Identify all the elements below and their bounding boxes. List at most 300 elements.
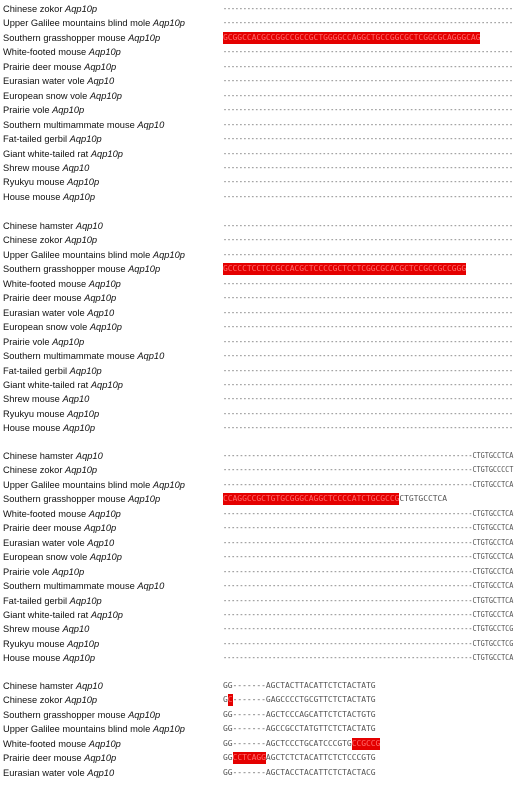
sequence-segment: AGCTCTCTACATTCTCTCCCGTG [265, 753, 376, 763]
sequence-track [223, 248, 513, 262]
sequence-track [223, 421, 513, 435]
species-name: Shrew mouse [3, 162, 60, 173]
species-label [3, 722, 185, 736]
alignment-row [0, 392, 516, 406]
highlighted-insertion: CCAGGCCGCTGTGCGGGCAGGCTCCCCATCTGCGCCG [223, 494, 400, 504]
sequence-segment: ------------------------------------------------------------------------- [223, 18, 513, 28]
alignment-row [0, 277, 516, 291]
species-label [3, 132, 102, 146]
gene-name: Aqp10p [67, 638, 100, 649]
sequence-track [223, 31, 480, 45]
sequence-segment: ------------------------------------------------------------------------- [223, 235, 513, 245]
sequence-track [223, 679, 376, 693]
sequence-segment: ------------------------------------------------------------------------- [223, 148, 513, 158]
species-name: Upper Galilee mountains blind mole [3, 479, 151, 490]
sequence-track [223, 550, 513, 564]
species-label [3, 521, 116, 535]
gene-name: Aqp10p [65, 4, 98, 14]
species-name: Chinese hamster [3, 451, 74, 461]
sequence-segment: ------------------------------------------------------------------------- [223, 322, 513, 332]
sequence-segment: -------------------------------------------------------------CTGTGCCTCA [223, 523, 514, 533]
sequence-track [223, 579, 513, 593]
sequence-track [223, 708, 376, 722]
alignment-row [0, 622, 516, 636]
sequence-track [223, 175, 513, 189]
alignment-row [0, 291, 516, 305]
sequence-track [223, 449, 513, 463]
species-name: Fat-tailed gerbil [3, 595, 68, 606]
sequence-track [223, 190, 513, 204]
alignment-row [0, 31, 516, 45]
sequence-track [223, 74, 513, 88]
species-name: Chinese hamster [3, 221, 74, 231]
species-label [3, 637, 99, 651]
species-label [3, 147, 123, 161]
sequence-segment: -------------------------------------------------------------CTGTGCTTCA [223, 595, 514, 605]
gene-name: Aqp10p [65, 465, 98, 476]
gene-name: Aqp10p [69, 595, 102, 606]
gene-name: Aqp10p [69, 134, 102, 145]
gene-name: Aqp10p [128, 32, 161, 43]
sequence-segment: ------------------------------------------------------------------------- [223, 365, 513, 375]
species-label [3, 190, 95, 204]
sequence-track [223, 407, 513, 421]
sequence-segment: ------------------------------------------------------------------------- [223, 351, 513, 361]
sequence-track [223, 507, 513, 521]
alignment-row [0, 364, 516, 378]
alignment-row [0, 579, 516, 593]
species-label [3, 550, 122, 564]
alignment-row [0, 132, 516, 146]
species-name: Giant white-tailed rat [3, 609, 89, 620]
alignment-row [0, 536, 516, 550]
species-name: Prairie vole [3, 566, 50, 577]
species-label [3, 45, 121, 59]
sequence-track [223, 132, 513, 146]
sequence-track [223, 737, 380, 751]
gene-name: Aqp10p [69, 365, 102, 376]
species-name: Eurasian water vole [3, 76, 85, 87]
sequence-track [223, 766, 376, 780]
alignment-row [0, 478, 516, 492]
species-name: Chinese hamster [3, 681, 74, 691]
gene-name: Aqp10p [90, 609, 123, 620]
gene-name: Aqp10p [52, 566, 85, 577]
sequence-segment: ------------------------------------------------------------------------- [223, 423, 513, 433]
sequence-track [223, 478, 513, 492]
species-label [3, 306, 114, 320]
alignment-row [0, 320, 516, 334]
sequence-track [223, 521, 513, 535]
species-label [3, 2, 97, 16]
species-name: White-footed mouse [3, 508, 87, 519]
alignment-row [0, 349, 516, 363]
species-name: Shrew mouse [3, 394, 60, 405]
sequence-track [223, 103, 513, 117]
species-label [3, 60, 116, 74]
gene-name: Aqp10p [88, 278, 121, 289]
alignment-row [0, 521, 516, 535]
sequence-segment: GG-------AGCTACTTACATTCTCTACTATG [223, 681, 376, 690]
sequence-track [223, 651, 513, 665]
sequence-segment: GG [223, 753, 233, 763]
gene-name: Aqp10p [88, 738, 121, 749]
species-label [3, 751, 116, 765]
species-name: Giant white-tailed rat [3, 148, 89, 159]
alignment-row [0, 190, 516, 204]
species-name: Upper Galilee mountains blind mole [3, 18, 151, 29]
species-name: Eurasian water vole [3, 307, 85, 318]
species-label [3, 262, 160, 276]
species-label [3, 679, 103, 693]
species-label [3, 291, 116, 305]
gene-name: Aqp10 [62, 394, 90, 405]
species-name: Chinese zokor [3, 235, 63, 246]
alignment-row [0, 565, 516, 579]
species-label [3, 364, 102, 378]
alignment-row [0, 74, 516, 88]
sequence-segment: -------------------------------------------------------------CTGTGCCTCG [223, 624, 514, 634]
species-name: Southern multimammate mouse [3, 351, 135, 362]
gene-name: Aqp10 [62, 624, 90, 635]
alignment-row [0, 233, 516, 247]
species-name: Ryukyu mouse [3, 177, 65, 188]
gene-name: Aqp10p [128, 494, 161, 505]
gene-name: Aqp10 [87, 537, 115, 548]
alignment-row [0, 751, 516, 765]
species-name: European snow vole [3, 322, 88, 333]
sequence-segment: ------------------------------------------------------------------------- [223, 249, 513, 259]
species-label [3, 31, 160, 45]
gene-name: Aqp10 [87, 76, 115, 87]
alignment-row [0, 60, 516, 74]
sequence-segment: -------------------------------------------------------------CTGTGCCTCA [223, 508, 514, 518]
sequence-segment: ------------------------------------------------------------------------- [223, 76, 513, 86]
sequence-track [223, 161, 513, 175]
sequence-track [223, 233, 513, 247]
sequence-segment: GG-------AGCTCCCTGCATCCCGTG [223, 738, 352, 748]
species-name: Prairie vole [3, 105, 50, 116]
sequence-track [223, 89, 513, 103]
sequence-segment: ------------------------------------------------------------------------- [223, 307, 513, 317]
alignment-row [0, 679, 516, 693]
gene-name: Aqp10 [62, 162, 90, 173]
species-label [3, 766, 114, 780]
alignment-row [0, 608, 516, 622]
species-name: Chinese zokor [3, 4, 63, 14]
species-name: Southern multimammate mouse [3, 119, 135, 130]
sequence-track [223, 219, 513, 233]
alignment-row [0, 89, 516, 103]
sequence-track [223, 45, 513, 59]
gene-name: Aqp10p [90, 379, 123, 390]
highlighted-insertion: CCTCAGG [232, 753, 266, 763]
species-label [3, 608, 123, 622]
alignment-row [0, 147, 516, 161]
alignment-row [0, 335, 516, 349]
alignment-row [0, 219, 516, 233]
sequence-track [223, 335, 513, 349]
alignment-row [0, 45, 516, 59]
sequence-segment: ------------------------------------------------------------------------- [223, 394, 513, 404]
species-label [3, 478, 185, 492]
sequence-track [223, 262, 466, 276]
highlighted-insertion: GCCCCTCCTCCGCCACGCTCCCCGCTCCTCGGCGCACGCTCCGCCGCCGGG [223, 264, 467, 274]
gene-name: Aqp10p [84, 523, 117, 534]
gene-name: Aqp10p [152, 18, 185, 29]
species-name: White-footed mouse [3, 278, 87, 289]
alignment-row [0, 407, 516, 421]
sequence-track [223, 536, 513, 550]
gene-name: Aqp10p [128, 709, 161, 720]
species-name: Giant white-tailed rat [3, 379, 89, 390]
alignment-row [0, 708, 516, 722]
sequence-segment: ------------------------------------------------------------------------- [223, 47, 513, 57]
species-name: Chinese zokor [3, 465, 63, 476]
species-label [3, 103, 84, 117]
sequence-segment: -------------------------------------------------------------CTGTGCCTCG [223, 638, 514, 648]
gene-name: Aqp10p [84, 293, 117, 304]
species-name: House mouse [3, 191, 61, 202]
gene-name: Aqp10p [152, 724, 185, 735]
species-name: Southern grasshopper mouse [3, 709, 126, 720]
species-label [3, 693, 97, 707]
highlighted-insertion: C [227, 695, 233, 705]
species-label [3, 277, 121, 291]
species-name: Prairie deer mouse [3, 523, 82, 534]
species-name: Fat-tailed gerbil [3, 134, 68, 145]
species-name: Prairie vole [3, 336, 50, 347]
sequence-segment: -------------------------------------------------------------CTGTGCCCCT [223, 465, 514, 475]
species-label [3, 175, 99, 189]
species-label [3, 737, 121, 751]
highlighted-insertion: CCGCCG [351, 738, 381, 748]
gene-name: Aqp10p [67, 408, 100, 419]
species-label [3, 421, 95, 435]
species-name: Upper Galilee mountains blind mole [3, 724, 151, 735]
highlighted-insertion: GCGGCCACGCCGGCCGCCGCTGGGGCCAGGCTGCCGGCGCTCGGCGCAGGGCAG [223, 32, 481, 42]
species-name: House mouse [3, 423, 61, 434]
gene-name: Aqp10 [87, 767, 115, 778]
gene-name: Aqp10 [137, 581, 165, 592]
species-name: Prairie deer mouse [3, 61, 82, 72]
alignment-row [0, 722, 516, 736]
sequence-segment: ------------------------------------------------------------------------- [223, 293, 513, 303]
sequence-track [223, 16, 513, 30]
species-label [3, 349, 164, 363]
species-label [3, 335, 84, 349]
alignment-row [0, 421, 516, 435]
species-label [3, 449, 103, 463]
gene-name: Aqp10p [84, 753, 117, 764]
gene-name: Aqp10p [65, 235, 98, 246]
sequence-track [223, 622, 513, 636]
species-name: Ryukyu mouse [3, 408, 65, 419]
alignment-row [0, 449, 516, 463]
gene-name: Aqp10 [137, 351, 165, 362]
alignment-row [0, 737, 516, 751]
gene-name: Aqp10p [88, 47, 121, 58]
sequence-track [223, 751, 376, 765]
sequence-track [223, 320, 513, 334]
alignment-row [0, 507, 516, 521]
gene-name: Aqp10p [90, 148, 123, 159]
alignment-row [0, 651, 516, 665]
species-label [3, 565, 84, 579]
species-label [3, 74, 114, 88]
sequence-segment: -------------------------------------------------------------CTGTGCCTCA [223, 537, 514, 547]
species-label [3, 463, 97, 477]
gene-name: Aqp10 [75, 451, 103, 461]
species-name: European snow vole [3, 90, 88, 101]
alignment-row [0, 492, 516, 506]
alignment-row [0, 637, 516, 651]
species-label [3, 594, 102, 608]
species-name: Fat-tailed gerbil [3, 365, 68, 376]
sequence-track [223, 306, 513, 320]
sequence-track [223, 364, 513, 378]
alignment-row [0, 378, 516, 392]
sequence-segment: ------------------------------------------------------------------------- [223, 162, 513, 172]
species-label [3, 708, 160, 722]
species-name: Prairie deer mouse [3, 753, 82, 764]
species-label [3, 407, 99, 421]
species-name: Prairie deer mouse [3, 293, 82, 304]
sequence-track [223, 147, 513, 161]
sequence-track [223, 60, 513, 74]
gene-name: Aqp10p [152, 479, 185, 490]
sequence-segment: GG-------AGCCGCCTATGTTCTCTACTATG [223, 724, 376, 734]
species-label [3, 507, 121, 521]
alignment-row [0, 16, 516, 30]
species-label [3, 622, 89, 636]
sequence-segment: -------------------------------------------------------------CTGTGCCTCA [223, 609, 514, 619]
species-name: Eurasian water vole [3, 537, 85, 548]
species-name: House mouse [3, 653, 61, 664]
sequence-segment: -------------------------------------------------------------CTGTGCCTCA [223, 451, 514, 460]
sequence-segment: ------------------------------------------------------------------------- [223, 336, 513, 346]
species-name: Chinese zokor [3, 695, 63, 706]
sequence-track [223, 608, 513, 622]
gene-name: Aqp10p [88, 508, 121, 519]
gene-name: Aqp10p [84, 61, 117, 72]
species-name: Eurasian water vole [3, 767, 85, 778]
gene-name: Aqp10 [75, 681, 103, 691]
species-label [3, 651, 95, 665]
sequence-track [223, 392, 513, 406]
species-name: Southern grasshopper mouse [3, 264, 126, 275]
species-label [3, 118, 164, 132]
species-label [3, 378, 123, 392]
sequence-segment: -------GAGCCCCTGCGTTCTCTACTATG [232, 695, 376, 705]
gene-name: Aqp10p [67, 177, 100, 188]
species-label [3, 536, 114, 550]
alignment-row [0, 161, 516, 175]
sequence-segment: ------------------------------------------------------------------------- [223, 177, 513, 187]
sequence-segment: -------------------------------------------------------------CTGTGCCTCA [223, 552, 514, 562]
sequence-segment: ------------------------------------------------------------------------- [223, 119, 513, 129]
sequence-segment: ------------------------------------------------------------------------- [223, 379, 513, 389]
species-name: Ryukyu mouse [3, 638, 65, 649]
sequence-segment: ------------------------------------------------------------------------- [223, 221, 513, 230]
alignment-row [0, 262, 516, 276]
sequence-segment: ------------------------------------------------------------------------- [223, 90, 513, 100]
sequence-track [223, 349, 513, 363]
sequence-track [223, 637, 513, 651]
sequence-segment: ------------------------------------------------------------------------- [223, 105, 513, 115]
sequence-track [223, 291, 513, 305]
species-label [3, 392, 89, 406]
sequence-segment: -------------------------------------------------------------CTGTGCCTCA [223, 566, 514, 576]
alignment-row [0, 248, 516, 262]
sequence-segment: ------------------------------------------------------------------------- [223, 61, 513, 71]
species-label [3, 16, 185, 30]
species-label [3, 233, 97, 247]
gene-name: Aqp10 [137, 119, 165, 130]
species-label [3, 161, 89, 175]
sequence-segment: ------------------------------------------------------------------------- [223, 191, 513, 201]
gene-name: Aqp10p [65, 695, 98, 706]
sequence-segment: ------------------------------------------------------------------------- [223, 278, 513, 288]
sequence-track [223, 277, 513, 291]
species-label [3, 89, 122, 103]
species-name: Upper Galilee mountains blind mole [3, 249, 151, 260]
species-label [3, 492, 160, 506]
gene-name: Aqp10p [62, 423, 96, 434]
species-name: European snow vole [3, 552, 88, 563]
sequence-track [223, 722, 376, 736]
sequence-track [223, 378, 513, 392]
species-label [3, 320, 122, 334]
gene-name: Aqp10p [89, 90, 122, 101]
sequence-segment: ------------------------------------------------------------------------- [223, 134, 513, 144]
gene-name: Aqp10p [152, 249, 185, 260]
sequence-segment: GG-------AGCTCCCAGCATTCTCTACTGTG [223, 709, 376, 719]
species-name: White-footed mouse [3, 738, 87, 749]
alignment-row [0, 594, 516, 608]
gene-name: Aqp10 [87, 307, 115, 318]
gene-name: Aqp10 [75, 221, 103, 231]
sequence-track [223, 693, 376, 707]
alignment-row [0, 118, 516, 132]
alignment-row [0, 766, 516, 780]
gene-name: Aqp10p [89, 322, 122, 333]
alignment-row [0, 463, 516, 477]
sequence-segment: ------------------------------------------------------------------------- [223, 4, 513, 13]
sequence-segment: ------------------------------------------------------------------------- [223, 408, 513, 418]
alignment-row [0, 103, 516, 117]
sequence-segment: -------------------------------------------------------------CTGTGCCTCA [223, 479, 514, 489]
alignment-row [0, 693, 516, 707]
sequence-track [223, 565, 513, 579]
species-name: Southern grasshopper mouse [3, 32, 126, 43]
sequence-track [223, 594, 513, 608]
gene-name: Aqp10p [128, 264, 161, 275]
species-name: Shrew mouse [3, 624, 60, 635]
sequence-track [223, 463, 513, 477]
alignment-row [0, 306, 516, 320]
gene-name: Aqp10p [62, 191, 96, 202]
sequence-track [223, 492, 447, 506]
alignment-row [0, 2, 516, 16]
sequence-track [223, 2, 513, 16]
sequence-segment: CTGTGCCTCA [399, 494, 448, 504]
sequence-track [223, 118, 513, 132]
gene-name: Aqp10p [52, 105, 85, 116]
gene-name: Aqp10p [52, 336, 85, 347]
species-name: White-footed mouse [3, 47, 87, 58]
species-name: Southern grasshopper mouse [3, 494, 126, 505]
